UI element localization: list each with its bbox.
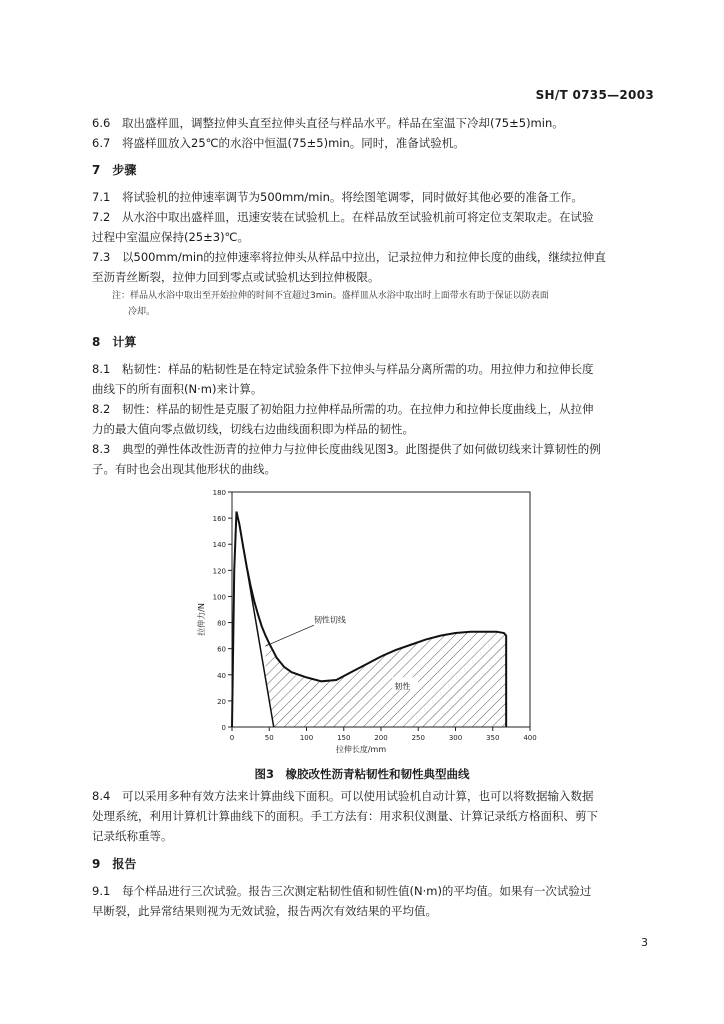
paragraph-7-2-cont: 过程中室温应保持(25±3)℃。	[92, 230, 249, 244]
x-tick-label: 350	[486, 734, 500, 742]
y-tick-label: 0	[221, 724, 226, 732]
clause-number: 7.2	[92, 210, 111, 224]
x-tick-label: 400	[523, 734, 537, 742]
toughness-area	[266, 632, 507, 727]
clause-text: 可以采用多种有效方法来计算曲线下面积。可以使用试验机自动计算，也可以将数据输入数据	[122, 789, 594, 803]
y-tick-label: 100	[212, 593, 226, 602]
y-tick-label: 160	[212, 515, 226, 524]
paragraph-8-2	[92, 399, 664, 419]
clause-number: 8.2	[92, 402, 111, 416]
clause-text: 韧性：样品的韧性是克服了初始阻力拉伸样品所需的功。在拉伸力和拉伸长度曲线上，从拉伸	[122, 402, 594, 416]
paragraph-7-1	[92, 187, 664, 207]
x-tick-label: 0	[229, 734, 235, 742]
paragraph-8-4	[92, 786, 664, 806]
x-tick-label: 250	[411, 734, 425, 742]
paragraph-7-3-cont: 至沥青丝断裂，拉伸力回到零点或试验机达到拉伸极限。	[92, 270, 380, 284]
clause-text: 以500mm/min的拉伸速率将拉伸头从样品中拉出，记录拉伸力和拉伸长度的曲线，继续拉伸直	[122, 250, 606, 264]
y-tick-label: 180	[212, 489, 226, 497]
paragraph-9-1	[92, 881, 664, 901]
paragraph-6-7	[92, 133, 664, 153]
tangent-label: 韧性切线	[313, 615, 346, 625]
paragraph-8-3	[92, 439, 664, 459]
tangent-line	[239, 525, 273, 727]
x-tick-label: 100	[299, 734, 314, 742]
paragraph-8-1-cont: 曲线下的所有面积(N·m)来计算。	[92, 382, 263, 396]
clause-number: 8.3	[92, 442, 111, 456]
y-tick-label: 140	[212, 541, 226, 550]
clause-number: 8.4	[92, 789, 111, 803]
paragraph-8-3-cont: 子。有时也会出现其他形状的曲线。	[92, 462, 276, 476]
area-label: 韧性	[394, 682, 411, 692]
x-tick-label: 200	[374, 734, 388, 742]
tensile-curve-chart	[190, 484, 540, 754]
paragraph-7-3	[92, 247, 664, 267]
figure-caption: 图3 橡胶改性沥青粘韧性和韧性典型曲线	[254, 767, 470, 781]
y-tick-label: 80	[217, 619, 226, 628]
note-line-1: 注：样品从水浴中取出至开始拉伸的时间不宜超过3min。盛样皿从水浴中取出时上面带水有助于保证以防表面	[112, 291, 549, 301]
clause-text: 将试验机的拉伸速率调节为500mm/min。将绘图笔调零，同时做好其他必要的准备工作。	[122, 190, 583, 204]
y-tick-label: 60	[217, 645, 226, 654]
y-tick-label: 20	[217, 697, 226, 706]
page-number: 3	[641, 936, 648, 949]
note-line-2: 冷却。	[128, 307, 156, 317]
clause-text: 典型的弹性体改性沥青的拉伸力与拉伸长度曲线见图3。此图提供了如何做切线来计算韧性的例	[122, 442, 601, 456]
section-heading-9: 9 报告	[92, 857, 137, 871]
clause-number: 6.6	[92, 116, 111, 130]
paragraph-6-6	[92, 113, 664, 133]
y-tick-label: 120	[212, 567, 226, 576]
x-tick-label: 50	[264, 734, 274, 742]
paragraph-8-1	[92, 359, 664, 379]
y-tick-label: 40	[217, 671, 226, 680]
clause-number: 7.1	[92, 190, 111, 204]
clause-text: 将盛样皿放入25℃的水浴中恒温(75±5)min。同时，准备试验机。	[122, 136, 465, 150]
x-tick-label: 150	[337, 734, 351, 742]
section-heading-8: 8 计算	[92, 335, 137, 349]
y-axis-label: 拉伸力/N	[197, 603, 206, 636]
paragraph-7-2	[92, 207, 664, 227]
x-tick-label: 300	[448, 734, 463, 742]
clause-text: 从水浴中取出盛样皿，迅速安装在试验机上。在样品放至试验机前可将定位支架取走。在试验	[122, 210, 594, 224]
clause-number: 8.1	[92, 362, 111, 376]
paragraph-9-1-cont: 早断裂，此异常结果则视为无效试验，报告两次有效结果的平均值。	[92, 904, 437, 918]
paragraph-8-4-cont: 处理系统，利用计算机计算曲线下的面积。手工方法有：用求积仪测量、计算记录纸方格面积、剪下	[92, 809, 598, 823]
x-axis-label: 拉伸长度/mm	[335, 745, 387, 754]
tangent-label-leader	[266, 625, 314, 646]
clause-text: 每个样品进行三次试验。报告三次测定粘韧性值和韧性值(N·m)的平均值。如果有一次试验过	[122, 884, 592, 898]
standard-number: SH/T 0735—2003	[535, 88, 654, 102]
clause-number: 9.1	[92, 884, 111, 898]
clause-number: 7.3	[92, 250, 111, 264]
paragraph-8-2-cont: 力的最大值向零点做切线，切线右边曲线面积即为样品的韧性。	[92, 422, 414, 436]
clause-text: 取出盛样皿，调整拉伸头直至拉伸头直径与样品水平。样品在室温下冷却(75±5)min。	[122, 116, 564, 130]
clause-number: 6.7	[92, 136, 111, 150]
clause-text: 粘韧性：样品的粘韧性是在特定试验条件下拉伸头与样品分离所需的功。用拉伸力和拉伸长度	[122, 362, 594, 376]
paragraph-8-4-cont2: 记录纸称重等。	[92, 829, 173, 843]
section-heading-7: 7 步骤	[92, 163, 137, 177]
